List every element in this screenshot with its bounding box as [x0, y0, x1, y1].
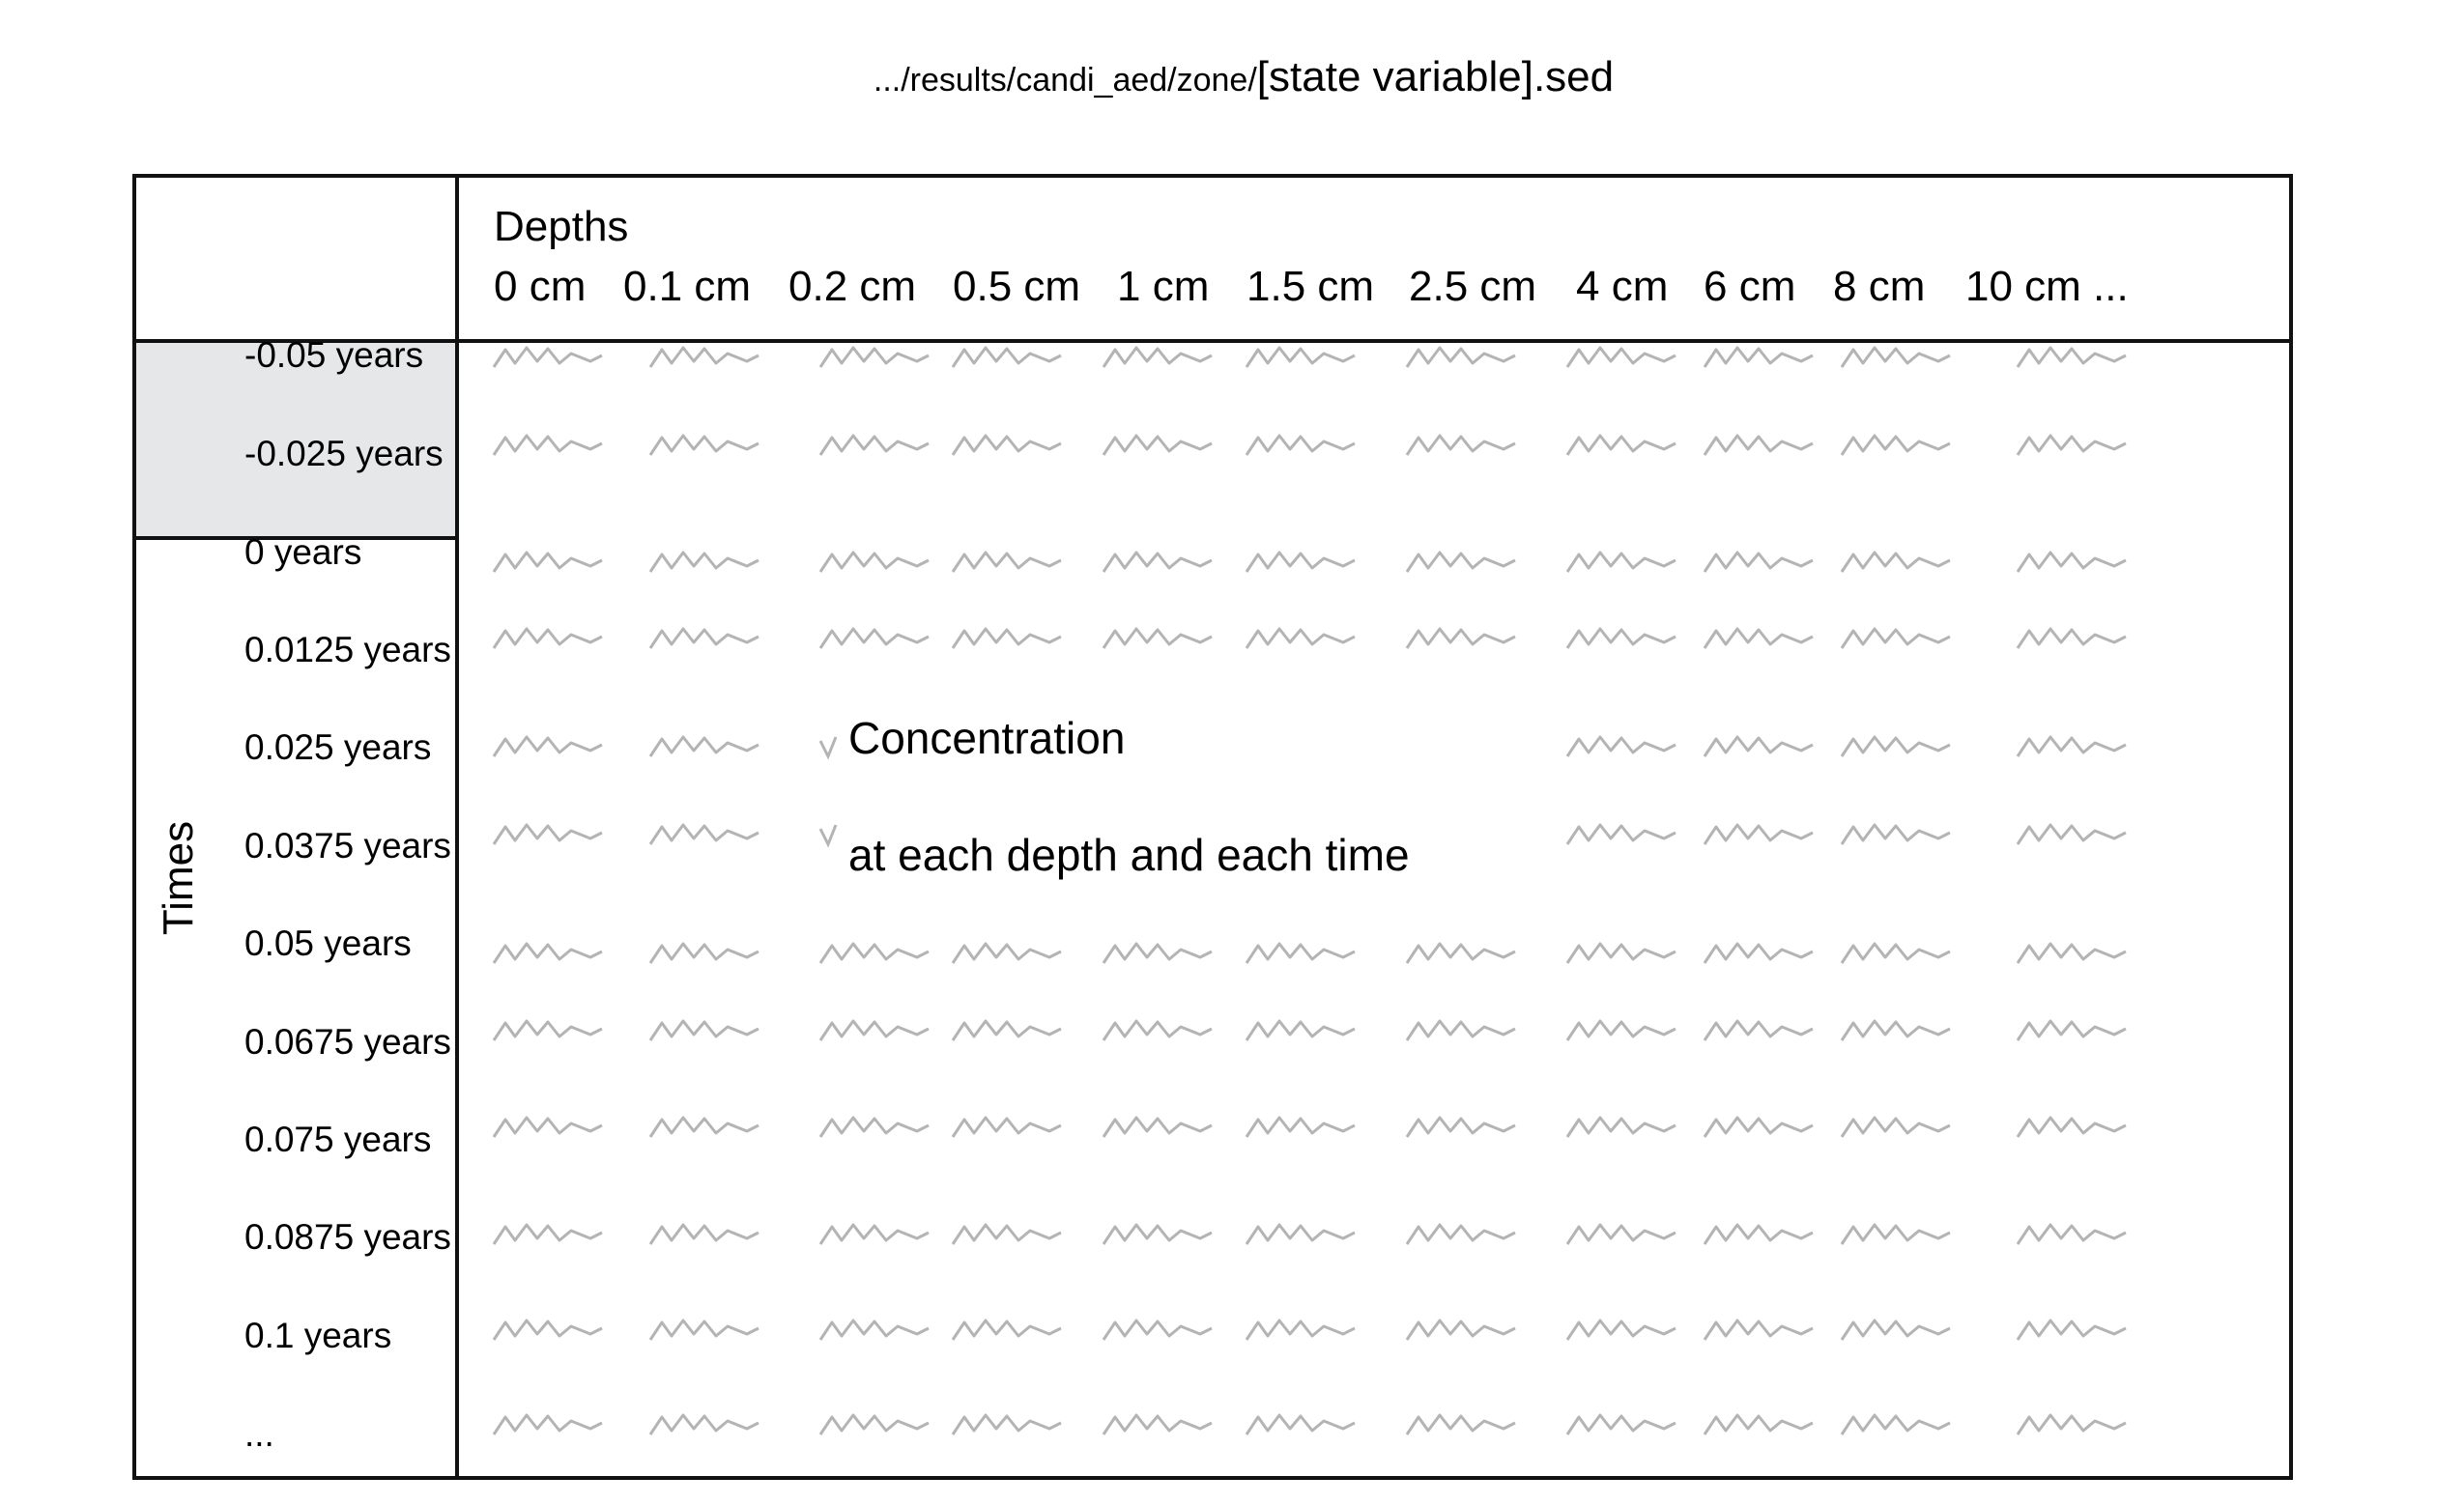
depth-label: 2.5 cm	[1409, 263, 1537, 310]
concentration-value-mark	[1103, 1320, 1212, 1340]
concentration-value-mark	[650, 737, 759, 756]
concentration-value-mark	[494, 436, 602, 455]
concentration-value-mark	[650, 436, 759, 455]
depth-label: 6 cm	[1704, 263, 1796, 310]
concentration-value-mark	[1246, 436, 1355, 455]
depth-label: 8 cm	[1833, 263, 1926, 310]
concentration-value-mark	[1567, 944, 1676, 963]
concentration-value-mark	[1705, 1021, 1813, 1040]
concentration-value-mark	[650, 825, 759, 844]
concentration-value-mark	[1567, 436, 1676, 455]
concentration-value-mark	[2018, 944, 2126, 963]
time-label: 0 years	[244, 532, 362, 572]
concentration-value-mark	[1842, 1225, 1950, 1244]
concentration-value-mark	[650, 944, 759, 963]
concentration-value-mark	[1705, 1415, 1813, 1434]
concentration-value-mark	[494, 944, 602, 963]
concentration-value-mark	[650, 629, 759, 648]
depth-labels	[494, 263, 2129, 310]
concentration-value-mark	[2018, 737, 2126, 756]
concentration-value-mark	[1842, 348, 1950, 367]
concentration-value-mark	[1407, 1320, 1515, 1340]
concentration-value-mark	[820, 1415, 929, 1434]
time-label: 0.0875 years	[244, 1217, 451, 1257]
concentration-value-mark	[1246, 944, 1355, 963]
concentration-value-mark	[1407, 436, 1515, 455]
concentration-value-mark	[2018, 825, 2126, 844]
concentration-value-mark	[650, 1415, 759, 1434]
time-label: 0.0125 years	[244, 630, 451, 669]
time-label: 0.0675 years	[244, 1022, 451, 1062]
concentration-value-mark	[1246, 1021, 1355, 1040]
concentration-value-mark	[1103, 629, 1212, 648]
depth-label: 1.5 cm	[1246, 263, 1375, 310]
concentration-value-mark	[494, 825, 602, 844]
time-label: -0.025 years	[244, 434, 444, 473]
concentration-value-mark	[1246, 553, 1355, 572]
concentration-value-mark	[1407, 1118, 1515, 1137]
concentration-value-mark	[650, 348, 759, 367]
concentration-value-mark	[953, 1118, 1061, 1137]
concentration-value-mark	[1705, 825, 1813, 844]
concentration-value-mark	[1842, 436, 1950, 455]
concentration-value-mark	[1842, 1415, 1950, 1434]
concentration-value-mark	[1246, 1320, 1355, 1340]
concentration-value-mark	[1567, 737, 1676, 756]
concentration-value-mark	[820, 436, 929, 455]
concentration-value-mark	[1407, 1021, 1515, 1040]
concentration-value-mark	[820, 944, 929, 963]
concentration-value-mark	[1567, 1021, 1676, 1040]
concentration-value-mark	[1407, 629, 1515, 648]
concentration-value-mark	[494, 629, 602, 648]
concentration-value-mark	[1567, 1415, 1676, 1434]
concentration-value-mark	[650, 1021, 759, 1040]
concentration-value-mark	[953, 348, 1061, 367]
depth-label: 10 cm ...	[1965, 263, 2129, 310]
concentration-value-mark	[1407, 553, 1515, 572]
concentration-value-mark	[820, 1320, 929, 1340]
concentration-value-mark	[1705, 944, 1813, 963]
concentration-value-mark	[953, 1225, 1061, 1244]
concentration-value-mark	[953, 944, 1061, 963]
concentration-value-mark	[2018, 1225, 2126, 1244]
concentration-value-mark	[1705, 737, 1813, 756]
concentration-value-mark	[1705, 1320, 1813, 1340]
concentration-value-mark	[2018, 1118, 2126, 1137]
file-path-title	[874, 53, 1614, 100]
concentration-value-mark	[650, 553, 759, 572]
concentration-value-mark	[1705, 1118, 1813, 1137]
concentration-value-mark	[953, 1320, 1061, 1340]
concentration-value-mark	[1842, 1021, 1950, 1040]
time-label: 0.05 years	[244, 923, 412, 963]
time-label: ...	[244, 1414, 274, 1454]
depth-label: 0.2 cm	[788, 263, 917, 310]
time-label: -0.05 years	[244, 335, 424, 375]
concentration-value-mark	[953, 1021, 1061, 1040]
concentration-value-mark	[2018, 1415, 2126, 1434]
concentration-value-mark	[1567, 1118, 1676, 1137]
concentration-value-mark	[820, 1118, 929, 1137]
concentration-value-mark	[1567, 1320, 1676, 1340]
time-label: 0.025 years	[244, 727, 432, 767]
concentration-value-mark	[1246, 1118, 1355, 1137]
concentration-value-mark	[1567, 553, 1676, 572]
concentration-value-mark	[1567, 348, 1676, 367]
file-path-variable: [state variable].sed	[1256, 53, 1615, 100]
concentration-value-mark	[494, 1415, 602, 1434]
time-label: 0.1 years	[244, 1316, 392, 1355]
depths-header-label: Depths	[494, 203, 629, 250]
concentration-value-mark	[820, 737, 836, 756]
concentration-value-mark	[494, 1118, 602, 1137]
concentration-value-mark	[1407, 944, 1515, 963]
concentration-values-grid	[494, 348, 2126, 1434]
concentration-value-mark	[2018, 348, 2126, 367]
concentration-value-mark	[1246, 629, 1355, 648]
file-path-prefix: .../results/candi_aed/zone/	[873, 62, 1257, 99]
concentration-value-mark	[1842, 553, 1950, 572]
table-frame	[134, 176, 2291, 1478]
concentration-value-mark	[820, 629, 929, 648]
depth-label: 0 cm	[494, 263, 587, 310]
concentration-value-mark	[1842, 629, 1950, 648]
concentration-value-mark	[494, 1021, 602, 1040]
concentration-value-mark	[820, 1021, 929, 1040]
concentration-value-mark	[2018, 553, 2126, 572]
concentration-value-mark	[1103, 436, 1212, 455]
concentration-value-mark	[494, 348, 602, 367]
concentration-value-mark	[494, 1225, 602, 1244]
concentration-value-mark	[2018, 436, 2126, 455]
concentration-value-mark	[650, 1225, 759, 1244]
concentration-value-mark	[1103, 1415, 1212, 1434]
concentration-value-mark	[1842, 1118, 1950, 1137]
concentration-value-mark	[650, 1320, 759, 1340]
concentration-value-mark	[1103, 348, 1212, 367]
concentration-value-mark	[1842, 737, 1950, 756]
concentration-value-mark	[953, 1415, 1061, 1434]
concentration-value-mark	[1103, 1225, 1212, 1244]
concentration-value-mark	[2018, 629, 2126, 648]
concentration-value-mark	[1407, 348, 1515, 367]
concentration-value-mark	[1705, 553, 1813, 572]
concentration-value-mark	[1103, 944, 1212, 963]
concentration-value-mark	[494, 737, 602, 756]
depth-label: 4 cm	[1576, 263, 1669, 310]
concentration-value-mark	[1407, 1225, 1515, 1244]
depth-label: 1 cm	[1117, 263, 1210, 310]
time-label: 0.0375 years	[244, 826, 451, 866]
annotation-depth-time: at each depth and each time	[848, 830, 1410, 880]
concentration-value-mark	[1705, 436, 1813, 455]
time-label: 0.075 years	[244, 1120, 432, 1159]
depth-label: 0.5 cm	[953, 263, 1081, 310]
concentration-value-mark	[820, 825, 836, 844]
concentration-value-mark	[1567, 1225, 1676, 1244]
concentration-value-mark	[1842, 1320, 1950, 1340]
concentration-value-mark	[1705, 348, 1813, 367]
concentration-value-mark	[1567, 825, 1676, 844]
concentration-value-mark	[953, 436, 1061, 455]
concentration-value-mark	[953, 553, 1061, 572]
concentration-value-mark	[1407, 1415, 1515, 1434]
concentration-value-mark	[820, 553, 929, 572]
concentration-value-mark	[820, 348, 929, 367]
concentration-value-mark	[820, 1225, 929, 1244]
concentration-value-mark	[1842, 825, 1950, 844]
times-axis-label: Times	[155, 820, 202, 936]
concentration-value-mark	[1246, 348, 1355, 367]
concentration-value-mark	[1103, 553, 1212, 572]
concentration-value-mark	[1842, 944, 1950, 963]
concentration-value-mark	[1705, 629, 1813, 648]
concentration-value-mark	[494, 1320, 602, 1340]
concentration-value-mark	[1246, 1415, 1355, 1434]
concentration-value-mark	[1103, 1021, 1212, 1040]
concentration-value-mark	[1103, 1118, 1212, 1137]
concentration-value-mark	[494, 553, 602, 572]
depth-label: 0.1 cm	[623, 263, 752, 310]
concentration-value-mark	[1705, 1225, 1813, 1244]
concentration-value-mark	[2018, 1021, 2126, 1040]
concentration-value-mark	[2018, 1320, 2126, 1340]
concentration-value-mark	[953, 629, 1061, 648]
annotation-concentration: Concentration	[848, 713, 1126, 763]
concentration-value-mark	[1567, 629, 1676, 648]
concentration-value-mark	[1246, 1225, 1355, 1244]
concentration-value-mark	[650, 1118, 759, 1137]
